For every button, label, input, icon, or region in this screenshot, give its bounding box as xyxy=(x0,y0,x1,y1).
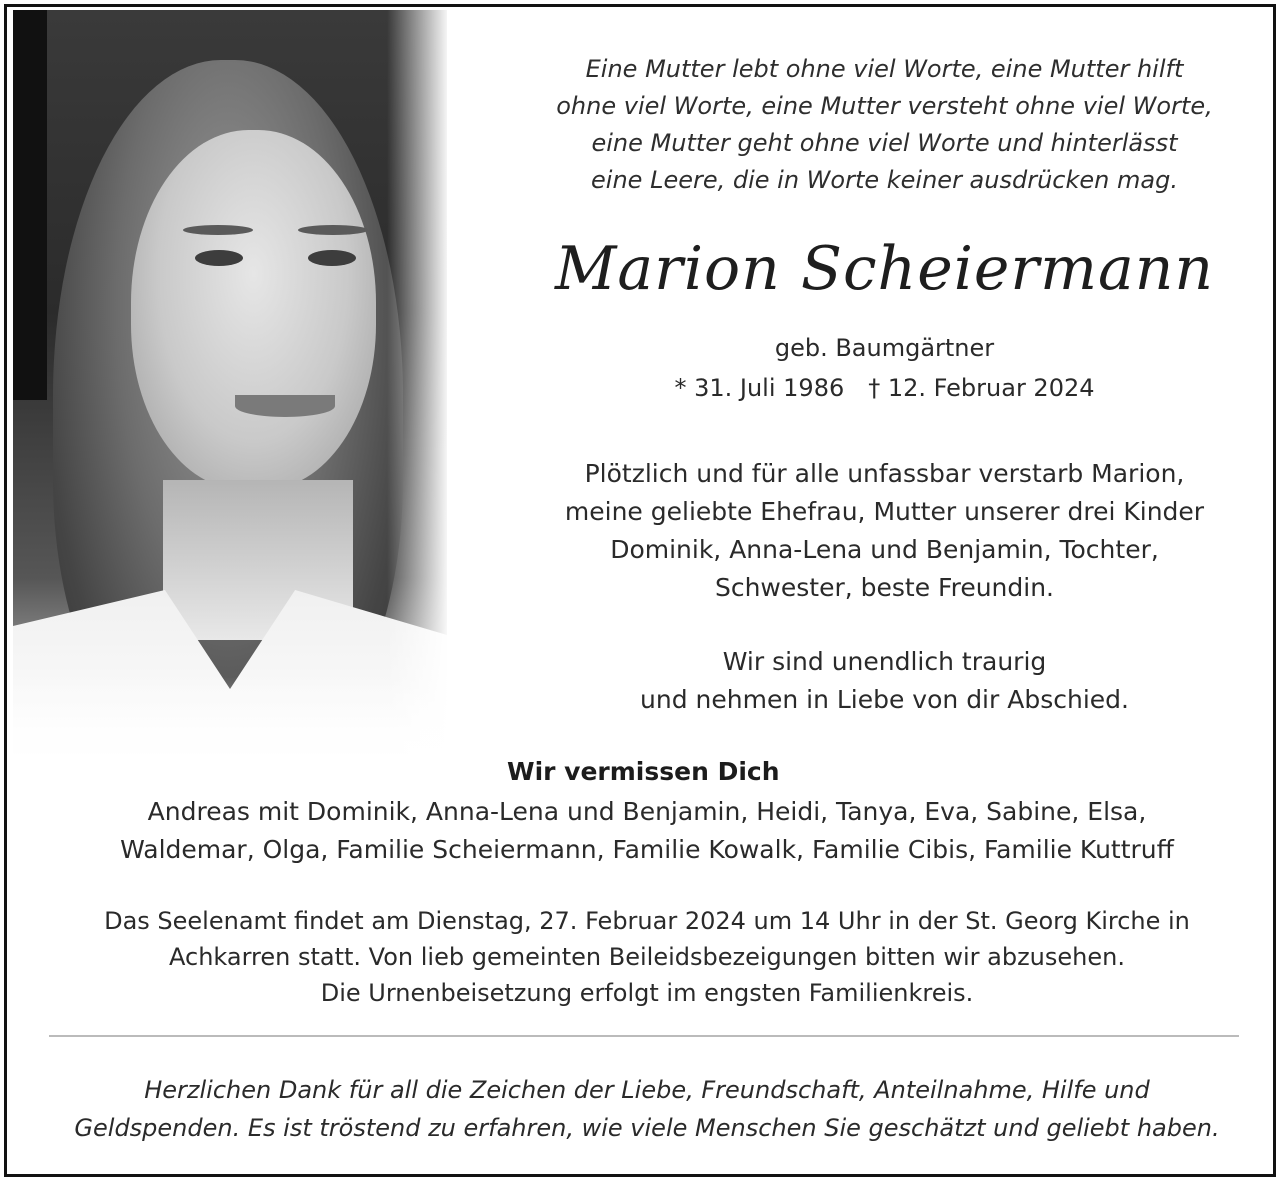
poem-line: ohne viel Worte, eine Mutter versteht ohne viel Worte, xyxy=(556,92,1213,120)
poem-line: eine Leere, die in Worte keiner ausdrücken mag. xyxy=(591,166,1178,194)
announcement-line: meine geliebte Ehefrau, Mutter unserer drei Kinder xyxy=(564,497,1205,526)
life-dates xyxy=(517,371,1252,405)
death-announcement xyxy=(517,455,1252,607)
service-line: Achkarren statt. Von lieb gemeinten Beileidsbezeigungen bitten wir abzusehen. xyxy=(169,943,1125,971)
missing-heading: Wir vermissen Dich xyxy=(507,757,780,786)
mourners-line: Waldemar, Olga, Familie Scheiermann, Familie Kowalk, Familie Cibis, Familie Kuttruff xyxy=(120,835,1174,864)
obituary-frame xyxy=(4,4,1276,1177)
birth-date: * 31. Juli 1986 xyxy=(674,374,845,402)
announcement-line: Dominik, Anna-Lena und Benjamin, Tochter, xyxy=(610,535,1159,564)
thanks-note xyxy=(27,1071,1267,1147)
death-date: † 12. Februar 2024 xyxy=(868,374,1095,402)
poem-line: Eine Mutter lebt ohne viel Worte, eine Mutter hilft xyxy=(585,55,1184,83)
mourners-line: Andreas mit Dominik, Anna-Lena und Benjamin, Heidi, Tanya, Eva, Sabine, Elsa, xyxy=(147,797,1147,826)
farewell-line: und nehmen in Liebe von dir Abschied. xyxy=(640,685,1129,714)
thanks-line: Geldspenden. Es ist tröstend zu erfahren, wie viele Menschen Sie geschätzt und geliebt haben. xyxy=(74,1114,1220,1142)
announcement-line: Schwester, beste Freundin. xyxy=(714,573,1055,602)
service-line: Die Urnenbeisetzung erfolgt im engsten Familienkreis. xyxy=(320,979,974,1007)
maiden-name: geb. Baumgärtner xyxy=(774,334,995,362)
thanks-line: Herzlichen Dank für all die Zeichen der Liebe, Freundschaft, Anteilnahme, Hilfe und xyxy=(144,1076,1150,1104)
portrait-photo xyxy=(13,10,447,767)
deceased-name: Marion Scheiermann xyxy=(554,234,1215,304)
mourners-list xyxy=(27,793,1267,869)
poem-line: eine Mutter geht ohne viel Worte und hinterlässt xyxy=(591,129,1178,157)
farewell-line: Wir sind unendlich traurig xyxy=(722,647,1047,676)
farewell-text xyxy=(517,643,1252,719)
divider xyxy=(49,1035,1239,1037)
service-info xyxy=(27,903,1267,1011)
poem xyxy=(517,51,1252,199)
service-line: Das Seelenamt findet am Dienstag, 27. Februar 2024 um 14 Uhr in der St. Georg Kirche in xyxy=(104,907,1190,935)
announcement-line: Plötzlich und für alle unfassbar verstarb Marion, xyxy=(584,459,1185,488)
